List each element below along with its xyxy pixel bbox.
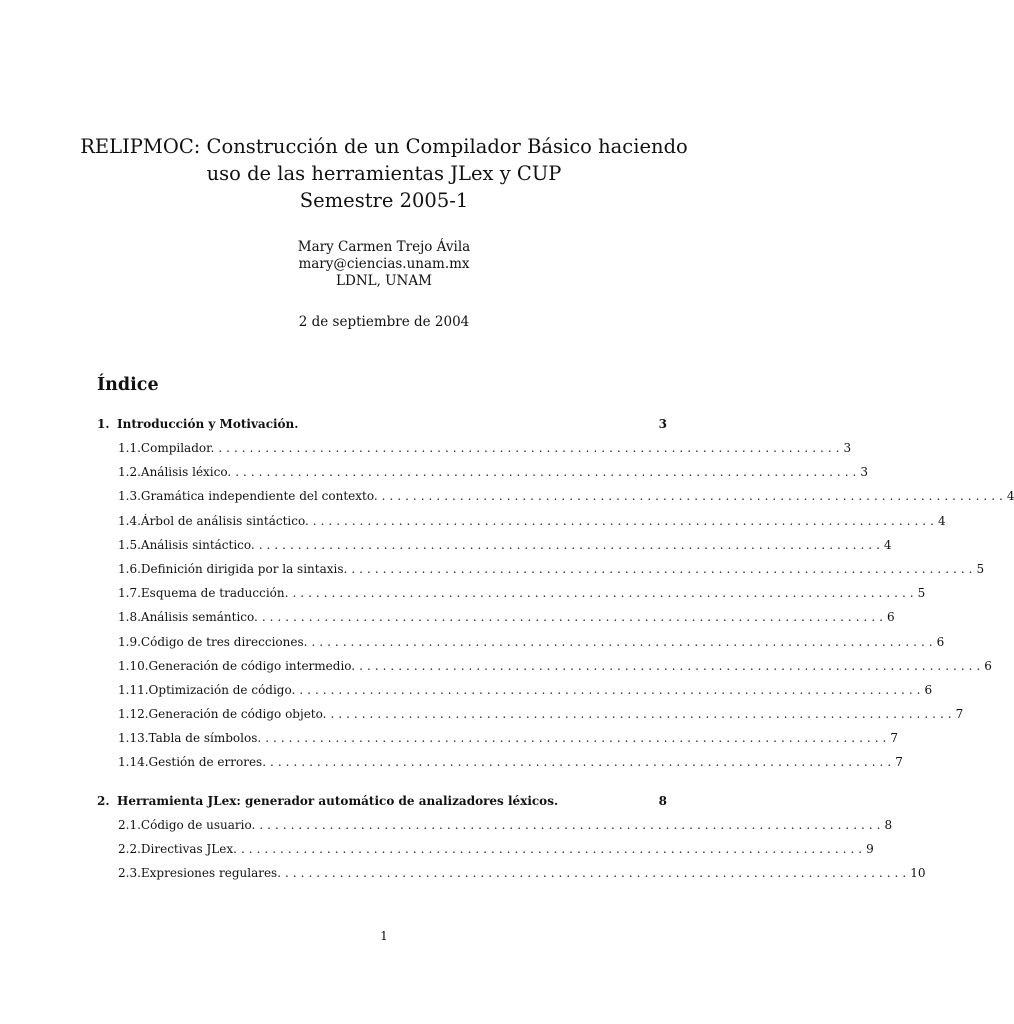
toc-heading: Índice [97, 375, 159, 395]
entry-title: Optimización de código. [148, 682, 296, 697]
entry-page: 9 [866, 841, 874, 856]
section-number: 2. [97, 793, 110, 808]
toc-entry[interactable] [97, 581, 926, 605]
section-page: 3 [658, 417, 667, 431]
dot-leader: ................................................................................ [258, 537, 884, 552]
entry-title: Compilador. [140, 441, 215, 455]
entry-title: Directivas JLex. [140, 841, 237, 856]
entry-number: 2.3. [118, 866, 141, 880]
entry-number: 1.13. [118, 731, 149, 746]
section-page: 8 [658, 793, 667, 808]
entry-title: Análisis sintáctico. [140, 537, 255, 552]
entry-page: 6 [887, 610, 895, 625]
dot-leader: ................................................................................ [235, 465, 861, 480]
toc-entry[interactable] [97, 726, 898, 750]
page-number: 1 [380, 929, 388, 943]
entry-page: 7 [895, 755, 903, 770]
dot-leader: ................................................................................ [259, 817, 885, 832]
dot-leader: ................................................................................ [311, 634, 937, 649]
toc-entry[interactable] [97, 557, 985, 581]
entry-title: Gramática independiente del contexto. [140, 489, 378, 504]
section-number: 1. [97, 417, 110, 431]
dot-leader: ................................................................................ [299, 682, 925, 697]
entry-title: Expresiones regulares. [140, 866, 282, 880]
entry-number: 1.3. [118, 489, 141, 504]
entry-title: Análisis semántico. [140, 610, 258, 625]
entry-number: 1.1. [118, 441, 141, 455]
author-email: mary@ciencias.unam.mx [298, 256, 470, 272]
section-title: Introducción y Motivación. [117, 417, 299, 431]
entry-page: 4 [937, 513, 946, 528]
toc-entry[interactable] [97, 630, 945, 654]
entry-page: 6 [924, 682, 933, 697]
table-of-contents [97, 412, 1014, 885]
title-line-3: Semestre 2005-1 [299, 189, 469, 212]
document-title [0, 133, 768, 214]
entry-number: 1.14. [118, 755, 149, 770]
title-line-2: uso de las herramientas JLex y CUP [206, 162, 562, 185]
dot-leader: ................................................................................ [359, 658, 985, 673]
entry-page: 6 [984, 658, 992, 673]
entry-page: 4 [1006, 489, 1014, 504]
dot-leader: ................................................................................ [270, 755, 896, 770]
entry-page: 4 [883, 537, 892, 552]
toc-entry[interactable] [97, 654, 992, 678]
toc-entry[interactable] [97, 813, 893, 837]
entry-page: 3 [860, 465, 868, 480]
dot-leader: ................................................................................ [312, 513, 938, 528]
dot-leader: ................................................................................ [265, 731, 891, 746]
entry-title: Árbol de análisis sintáctico. [140, 513, 309, 528]
toc-entry[interactable] [97, 605, 895, 629]
entry-title: Código de tres direcciones. [140, 634, 308, 649]
toc-entry[interactable] [97, 509, 946, 533]
toc-entry[interactable] [97, 436, 852, 460]
document-date: 2 de septiembre de 2004 [298, 314, 470, 330]
entry-page: 7 [890, 731, 898, 746]
dot-leader: ................................................................................ [261, 610, 887, 625]
entry-page: 8 [884, 817, 893, 832]
author-block [0, 239, 768, 290]
toc-entry[interactable] [97, 484, 1014, 508]
entry-number: 1.8. [118, 610, 141, 625]
section-title: Herramienta JLex: generador automático de analizadores léxicos. [117, 793, 559, 808]
entry-page: 3 [843, 441, 852, 455]
toc-section[interactable] [97, 412, 667, 436]
toc-entry[interactable] [97, 533, 892, 557]
toc-section[interactable] [97, 789, 667, 813]
entry-number: 1.10. [118, 658, 149, 673]
entry-page: 5 [976, 561, 985, 576]
entry-number: 1.9. [118, 634, 141, 649]
dot-leader: ................................................................................ [292, 586, 918, 601]
entry-title: Esquema de traducción. [140, 586, 289, 601]
entry-page: 7 [955, 707, 964, 722]
toc-entry[interactable] [97, 861, 926, 885]
entry-number: 1.2. [118, 465, 141, 480]
entry-number: 1.11. [118, 682, 149, 697]
entry-title: Análisis léxico. [140, 465, 232, 480]
entry-number: 1.5. [118, 537, 141, 552]
dot-leader: ................................................................................ [218, 441, 844, 455]
dot-leader: ................................................................................ [381, 489, 1007, 504]
entry-number: 2.1. [118, 817, 141, 832]
author-name: Mary Carmen Trejo Ávila [297, 239, 471, 255]
entry-page: 5 [917, 586, 926, 601]
entry-number: 2.2. [118, 841, 141, 856]
toc-entry[interactable] [97, 678, 933, 702]
entry-number: 1.6. [118, 561, 141, 576]
dot-leader: ................................................................................ [330, 707, 956, 722]
entry-title: Generación de código intermedio. [148, 658, 356, 673]
entry-title: Gestión de errores. [148, 755, 267, 770]
entry-title: Generación de código objeto. [148, 707, 327, 722]
dot-leader: ................................................................................ [240, 841, 867, 856]
toc-entry[interactable] [97, 750, 903, 774]
toc-entry[interactable] [97, 837, 874, 861]
entry-number: 1.12. [118, 707, 149, 722]
entry-title: Tabla de símbolos. [148, 731, 262, 746]
toc-entry[interactable] [97, 460, 868, 484]
dot-leader: ................................................................................ [285, 866, 911, 880]
author-affiliation: LDNL, UNAM [336, 273, 432, 289]
title-line-1: RELIPMOC: Construcción de un Compilador Básico haciendo [80, 135, 688, 158]
entry-page: 6 [936, 634, 945, 649]
toc-entry[interactable] [97, 702, 964, 726]
entry-number: 1.7. [118, 586, 141, 601]
dot-leader: ................................................................................ [351, 561, 977, 576]
entry-title: Código de usuario. [140, 817, 256, 832]
entry-page: 10 [910, 866, 926, 880]
entry-title: Definición dirigida por la sintaxis. [140, 561, 348, 576]
entry-number: 1.4. [118, 513, 141, 528]
